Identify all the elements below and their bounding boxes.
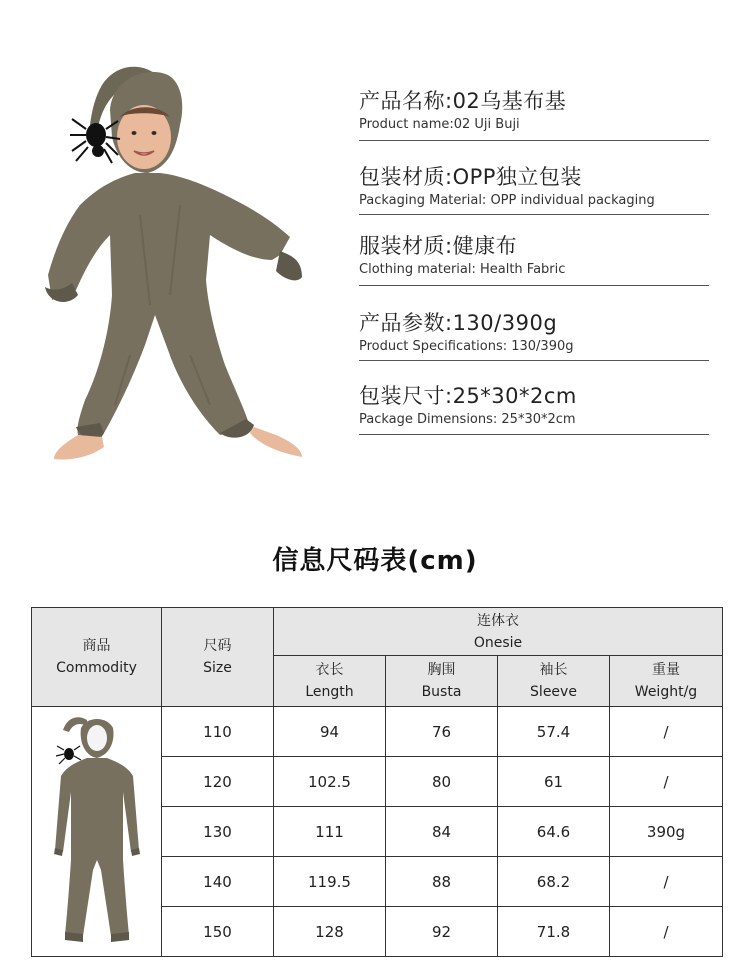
spec-package-dimensions xyxy=(359,383,709,435)
cell-weight: / xyxy=(610,857,723,907)
header-size xyxy=(162,608,274,707)
cell-size: 130 xyxy=(162,807,274,857)
header-length xyxy=(274,656,386,707)
spec-packaging-material-cn: 包装材质:OPP独立包装 xyxy=(359,165,582,189)
header-length-cn: 衣长 xyxy=(315,662,344,678)
spec-clothing-material-cn: 服装材质:健康布 xyxy=(359,234,518,258)
table-header-row-1 xyxy=(32,608,723,656)
header-sleeve-en: Sleeve xyxy=(530,684,577,700)
commodity-image-cell xyxy=(32,707,162,957)
header-weight-cn: 重量 xyxy=(652,662,680,678)
spec-product-specifications-cn: 产品参数:130/390g xyxy=(359,311,558,335)
cell-bust: 92 xyxy=(386,907,498,957)
spider-icon xyxy=(56,746,81,764)
cell-sleeve: 68.2 xyxy=(498,857,610,907)
cell-length: 111 xyxy=(274,807,386,857)
header-commodity xyxy=(32,608,162,707)
cell-length: 102.5 xyxy=(274,757,386,807)
cell-bust: 84 xyxy=(386,807,498,857)
cell-sleeve: 71.8 xyxy=(498,907,610,957)
spec-clothing-material xyxy=(359,233,709,286)
cell-length: 128 xyxy=(274,907,386,957)
header-bust xyxy=(386,656,498,707)
header-weight xyxy=(610,656,723,707)
size-table-title: 信息尺码表(cm) xyxy=(272,546,478,576)
spec-clothing-material-en: Clothing material: Health Fabric xyxy=(359,262,566,277)
header-bust-cn: 胸围 xyxy=(427,662,456,678)
spec-product-name xyxy=(359,88,709,141)
header-weight-en: Weight/g xyxy=(634,684,698,700)
cell-bust: 88 xyxy=(386,857,498,907)
spec-product-name-en: Product name:02 Uji Buji xyxy=(359,117,520,132)
size-table xyxy=(31,607,723,957)
spider-icon xyxy=(70,119,120,163)
spec-package-dimensions-cn: 包装尺寸:25*30*2cm xyxy=(359,384,577,408)
cell-weight: / xyxy=(610,707,723,757)
cell-sleeve: 61 xyxy=(498,757,610,807)
cell-sleeve: 64.6 xyxy=(498,807,610,857)
spec-product-name-cn: 产品名称:02乌基布基 xyxy=(359,89,567,113)
cell-sleeve: 57.4 xyxy=(498,707,610,757)
spec-product-specifications xyxy=(359,310,709,361)
header-sleeve-cn: 袖长 xyxy=(539,662,568,678)
header-bust-en: Busta xyxy=(421,684,462,700)
cell-bust: 80 xyxy=(386,757,498,807)
cell-weight: / xyxy=(610,907,723,957)
spec-product-specifications-en: Product Specifications: 130/390g xyxy=(359,339,574,354)
header-onesie-group xyxy=(274,608,723,656)
commodity-costume-image xyxy=(47,710,147,950)
header-commodity-cn: 商品 xyxy=(82,638,111,654)
header-onesie-en: Onesie xyxy=(473,634,523,651)
cell-weight: 390g xyxy=(610,807,723,857)
cell-weight: / xyxy=(610,757,723,807)
header-size-en: Size xyxy=(203,660,232,676)
product-photo-child-costume xyxy=(40,55,315,470)
spec-packaging-material xyxy=(359,164,709,215)
cell-size: 110 xyxy=(162,707,274,757)
cell-length: 94 xyxy=(274,707,386,757)
header-onesie-cn: 连体衣 xyxy=(477,612,519,629)
cell-size: 150 xyxy=(162,907,274,957)
header-commodity-en: Commodity xyxy=(56,660,137,676)
cell-size: 140 xyxy=(162,857,274,907)
header-length-en: Length xyxy=(305,684,354,700)
spec-package-dimensions-en: Package Dimensions: 25*30*2cm xyxy=(359,412,576,427)
cell-length: 119.5 xyxy=(274,857,386,907)
header-size-cn: 尺码 xyxy=(203,638,232,654)
spec-packaging-material-en: Packaging Material: OPP individual packaging xyxy=(359,193,655,208)
cell-bust: 76 xyxy=(386,707,498,757)
cell-size: 120 xyxy=(162,757,274,807)
table-row xyxy=(32,707,723,757)
header-sleeve xyxy=(498,656,610,707)
